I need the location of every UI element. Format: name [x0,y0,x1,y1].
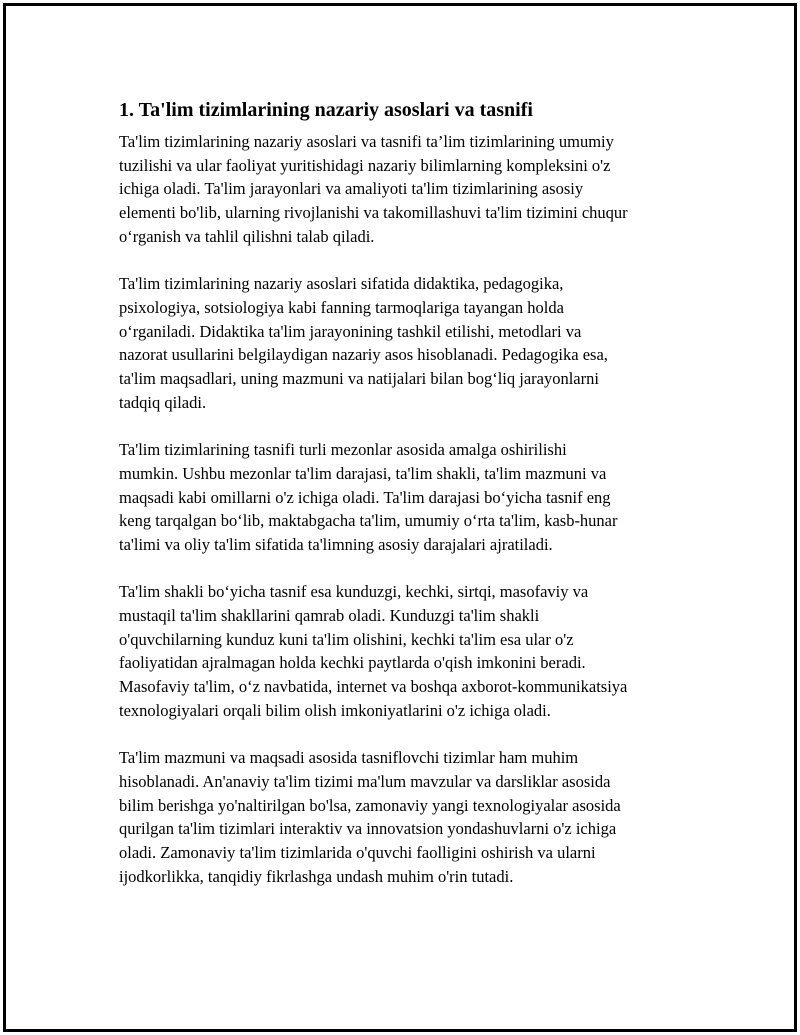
section-title: 1. Ta'lim tizimlarining nazariy asoslari va tasnifi [119,99,533,121]
page-frame [3,3,797,1032]
paragraph-5: Ta'lim mazmuni va maqsadi asosida tasniflovchi tizimlar ham muhim hisoblanadi. An'anaviy ta'lim tizimi ma'lum mavzular va darsliklar asosida bilim berishga yo'naltirilgan bo'lsa, zamonaviy yangi texnologiyalar asosida qurilgan ta'lim tizimlari interaktiv va innovatsion yondashuvlarni o'z ichiga oladi. Zamonaviy ta'lim tizimlarida o'quvchi faolligini oshirish va ularni ijodkorlikka, tanqidiy fikrlashga undash muhim o'rin tutadi. [119,748,621,886]
paragraph-2: Ta'lim tizimlarining nazariy asoslari sifatida didaktika, pedagogika, psixologiya, sotsiologiya kabi fanning tarmoqlariga tayangan holda o‘rganiladi. Didaktika ta'lim jarayonining tashkil etilishi, metodlari va nazorat usullarini belgilaydigan nazariy asos hisoblanadi. Pedagogika esa, ta'lim maqsadlari, uning mazmuni va natijalari bilan bog‘liq jarayonlarni tadqiq qiladi. [119,274,608,412]
document-body [119,98,709,912]
paragraph-3: Ta'lim tizimlarining tasnifi turli mezonlar asosida amalga oshirilishi mumkin. Ushbu mezonlar ta'lim darajasi, ta'lim shakli, ta'lim mazmuni va maqsadi kabi omillarni o'z ichiga oladi. Ta'lim darajasi bo‘yicha tasnif eng keng tarqalgan bo‘lib, maktabgacha ta'lim, umumiy o‘rta ta'lim, kasb-hunar ta'limi va oliy ta'lim sifatida ta'limning asosiy darajalari ajratiladi. [119,440,618,554]
paragraph-4: Ta'lim shakli bo‘yicha tasnif esa kunduzgi, kechki, sirtqi, masofaviy va mustaqil ta'lim shakllarini qamrab oladi. Kunduzgi ta'lim shakli o'quvchilarning kunduz kuni ta'lim olishini, kechki ta'lim esa ular o'z faoliyatidan ajralmagan holda kechki paytlarda o'qish imkonini beradi. Masofaviy ta'lim, o‘z navbatida, internet va boshqa axborot-kommunikatsiya texnologiyalari orqali bilim olish imkoniyatlarini o'z ichiga oladi. [119,582,628,720]
paragraph-1: Ta'lim tizimlarining nazariy asoslari va tasnifi ta’lim tizimlarining umumiy tuzilishi va ular faoliyat yuritishidagi nazariy bilimlarning kompleksini o'z ichiga oladi. Ta'lim jarayonlari va amaliyoti ta'lim tizimlarining asosiy elementi bo'lib, ularning rivojlanishi va takomillashuvi ta'lim tizimini chuqur o‘rganish va tahlil qilishni talab qiladi. [119,132,628,246]
